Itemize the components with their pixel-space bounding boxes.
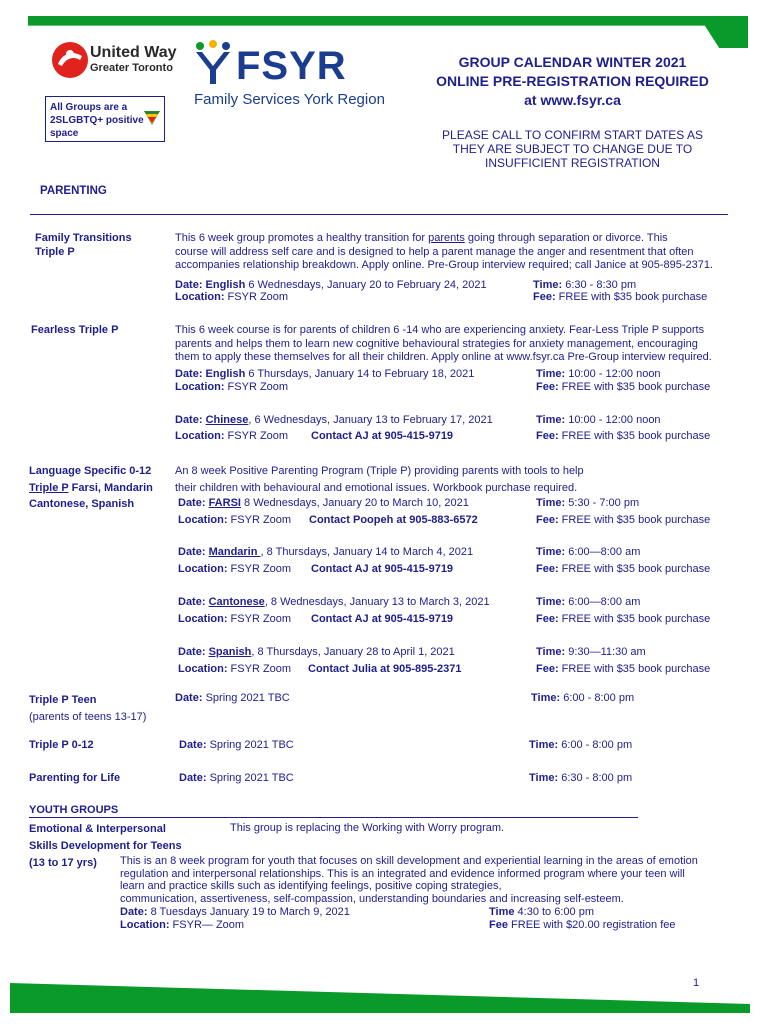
youth-desc-2: regulation and interpersonal relationships. This is an integrated and evidence informed program where your teen will xyxy=(120,867,685,880)
notice-line-1: PLEASE CALL TO CONFIRM START DATES AS xyxy=(442,128,703,142)
pfl-date: Date: Spring 2021 TBC xyxy=(179,772,294,784)
fearless-s1-location: Location: FSYR Zoom xyxy=(175,381,289,393)
mandarin-date: Date: Mandarin , 8 Thursdays, January 14 to March 4, 2021 xyxy=(178,546,474,558)
lgbt-line-3: space xyxy=(50,128,79,139)
youth-desc-4: communication, assertiveness, self-compassion, understanding boundaries and increasing self-esteem. xyxy=(120,892,624,905)
fearless-s1-fee: Fee: FREE with $35 book purchase xyxy=(536,381,711,393)
teen-time: Time: 6:00 - 8:00 pm xyxy=(531,692,635,704)
spanish-date: Date: Spanish, 8 Thursdays, January 28 to April 1, 2021 xyxy=(178,646,455,658)
youth-name-3: (13 to 17 yrs) xyxy=(29,857,97,869)
language-name-1: Language Specific 0-12 xyxy=(29,465,152,477)
mandarin-time: Time: 6:00—8:00 am xyxy=(536,546,641,558)
tp012-time: Time: 6:00 - 8:00 pm xyxy=(529,739,633,751)
youth-desc-1: This is an 8 week program for youth that focuses on skill development and experiential learning in the areas of emotion xyxy=(120,855,698,867)
notice-line-2: THEY ARE SUBJECT TO CHANGE DUE TO xyxy=(452,142,693,156)
family-transitions-name: Family Transitions xyxy=(35,232,132,244)
pfl-name: Parenting for Life xyxy=(29,772,121,784)
spanish-contact: Contact Julia at 905-895-2371 xyxy=(308,663,462,675)
united-way-name: United Way xyxy=(90,44,177,61)
youth-location: Location: FSYR— Zoom xyxy=(120,919,245,931)
mandarin-contact: Contact AJ at 905-415-9719 xyxy=(311,563,454,575)
fsyr-figure-logo xyxy=(192,40,234,89)
mandarin-location: Location: FSYR Zoom xyxy=(178,563,292,575)
youth-replacing-note: This group is replacing the Working with Worry program. xyxy=(230,822,505,834)
youth-date: Date: 8 Tuesdays January 19 to March 9, 2021 xyxy=(120,906,350,918)
lgbt-line-2: 2SLGBTQ+ positive xyxy=(50,115,144,126)
fearless-s1-date: Date: English 6 Thursdays, January 14 to February 18, 2021 xyxy=(175,368,475,380)
youth-name-1: Emotional & Interpersonal xyxy=(29,823,166,835)
fsyr-logo-text: FSYR xyxy=(236,44,347,88)
fsyr-people-icon xyxy=(192,40,234,86)
family-transitions-fee: Fee: FREE with $35 book purchase xyxy=(533,291,708,303)
tp012-name: Triple P 0-12 xyxy=(29,739,94,751)
youth-heading: YOUTH GROUPS xyxy=(29,804,119,816)
tp012-date: Date: Spring 2021 TBC xyxy=(179,739,294,751)
fearless-desc-3: them to apply these themselves for all their children. Apply online at www.fsyr.ca Pre-Group interview required. xyxy=(175,351,712,363)
teen-name: Triple P Teen xyxy=(29,694,97,706)
fearless-s2-date: Date: Chinese, 6 Wednesdays, January 13 to February 17, 2021 xyxy=(175,414,493,426)
fearless-desc-2: parents and helps them to learn new cognitive behavioural strategies for anxiety management, encouraging xyxy=(175,337,698,350)
fearless-s2-contact: Contact AJ at 905-415-9719 xyxy=(311,430,454,442)
youth-divider xyxy=(29,817,638,818)
youth-time: Time 4:30 to 6:00 pm xyxy=(489,906,594,918)
spanish-location: Location: FSYR Zoom xyxy=(178,663,292,675)
family-transitions-desc-2: course will address self care and is designed to help a parent manage the anger and resentment that often xyxy=(175,245,694,258)
farsi-contact: Contact Poopeh at 905-883-6572 xyxy=(309,514,478,526)
notice-line-3: INSUFFICIENT REGISTRATION xyxy=(485,156,660,170)
fearless-name: Fearless Triple P xyxy=(31,324,119,336)
fearless-s2-location: Location: FSYR Zoom xyxy=(175,430,289,442)
youth-desc-3: learn and practice skills such as identifying feelings, positive coping strategies, xyxy=(120,880,502,892)
united-way-logo xyxy=(50,40,90,83)
language-name-3: Cantonese, Spanish xyxy=(29,498,135,510)
family-transitions-time: Time: 6:30 - 8:30 pm xyxy=(533,279,637,291)
lgbt-line-1: All Groups are a xyxy=(50,102,128,113)
spanish-fee: Fee: FREE with $35 book purchase xyxy=(536,663,711,675)
united-way-sub: Greater Toronto xyxy=(90,62,173,74)
fearless-s2-time: Time: 10:00 - 12:00 noon xyxy=(536,414,661,426)
parenting-divider xyxy=(30,214,728,215)
farsi-location: Location: FSYR Zoom xyxy=(178,514,292,526)
family-transitions-desc-1: This 6 week group promotes a healthy transition for parents going through separation or divorce. This xyxy=(175,232,668,244)
fsyr-subtitle: Family Services York Region xyxy=(194,91,385,108)
cantonese-fee: Fee: FREE with $35 book purchase xyxy=(536,613,711,625)
title-calendar: GROUP CALENDAR WINTER 2021 xyxy=(458,54,687,70)
fearless-s2-fee: Fee: FREE with $35 book purchase xyxy=(536,430,711,442)
farsi-time: Time: 5:30 - 7:00 pm xyxy=(536,497,640,509)
title-url: at www.fsyr.ca xyxy=(524,92,621,108)
cantonese-location: Location: FSYR Zoom xyxy=(178,613,292,625)
pfl-time: Time: 6:30 - 8:00 pm xyxy=(529,772,633,784)
family-transitions-location: Location: FSYR Zoom xyxy=(175,291,289,303)
cantonese-date: Date: Cantonese, 8 Wednesdays, January 13 to March 3, 2021 xyxy=(178,596,490,608)
spanish-time: Time: 9:30—11:30 am xyxy=(536,646,646,658)
cantonese-time: Time: 6:00—8:00 am xyxy=(536,596,641,608)
youth-name-2: Skills Development for Teens xyxy=(29,840,182,852)
lgbt-positive-box xyxy=(45,96,165,142)
teen-subtitle: (parents of teens 13-17) xyxy=(29,711,147,723)
united-way-hand-icon xyxy=(50,40,90,80)
language-desc-1: An 8 week Positive Parenting Program (Triple P) providing parents with tools to help xyxy=(175,465,584,477)
title-preregistration: ONLINE PRE-REGISTRATION REQUIRED xyxy=(436,73,709,89)
mandarin-fee: Fee: FREE with $35 book purchase xyxy=(536,563,711,575)
teen-date: Date: Spring 2021 TBC xyxy=(175,692,290,704)
rainbow-triangle-icon xyxy=(144,111,160,127)
farsi-fee: Fee: FREE with $35 book purchase xyxy=(536,514,711,526)
fearless-s1-time: Time: 10:00 - 12:00 noon xyxy=(536,368,661,380)
cantonese-contact: Contact AJ at 905-415-9719 xyxy=(311,613,454,625)
farsi-date: Date: FARSI 8 Wednesdays, January 20 to March 10, 2021 xyxy=(178,497,469,509)
youth-fee: Fee FREE with $20.00 registration fee xyxy=(489,919,676,931)
parenting-heading: PARENTING xyxy=(40,185,107,197)
page-number: 1 xyxy=(693,977,700,989)
family-transitions-desc-3: accompanies relationship breakdown. Apply online. Pre-Group interview required; call Janice at 905-895-2371. xyxy=(175,259,714,271)
fearless-desc-1: This 6 week course is for parents of children 6 -14 who are experiencing anxiety. Fear-Less Triple P supports xyxy=(175,324,705,336)
family-transitions-date: Date: English 6 Wednesdays, January 20 to February 24, 2021 xyxy=(175,279,487,291)
language-desc-2: their children with behavioural and emotional issues. Workbook purchase required. xyxy=(175,481,578,494)
bottom-green-bar xyxy=(10,983,750,1013)
family-transitions-name-2: Triple P xyxy=(35,245,75,258)
language-name-2: Triple P Farsi, Mandarin xyxy=(29,481,153,494)
